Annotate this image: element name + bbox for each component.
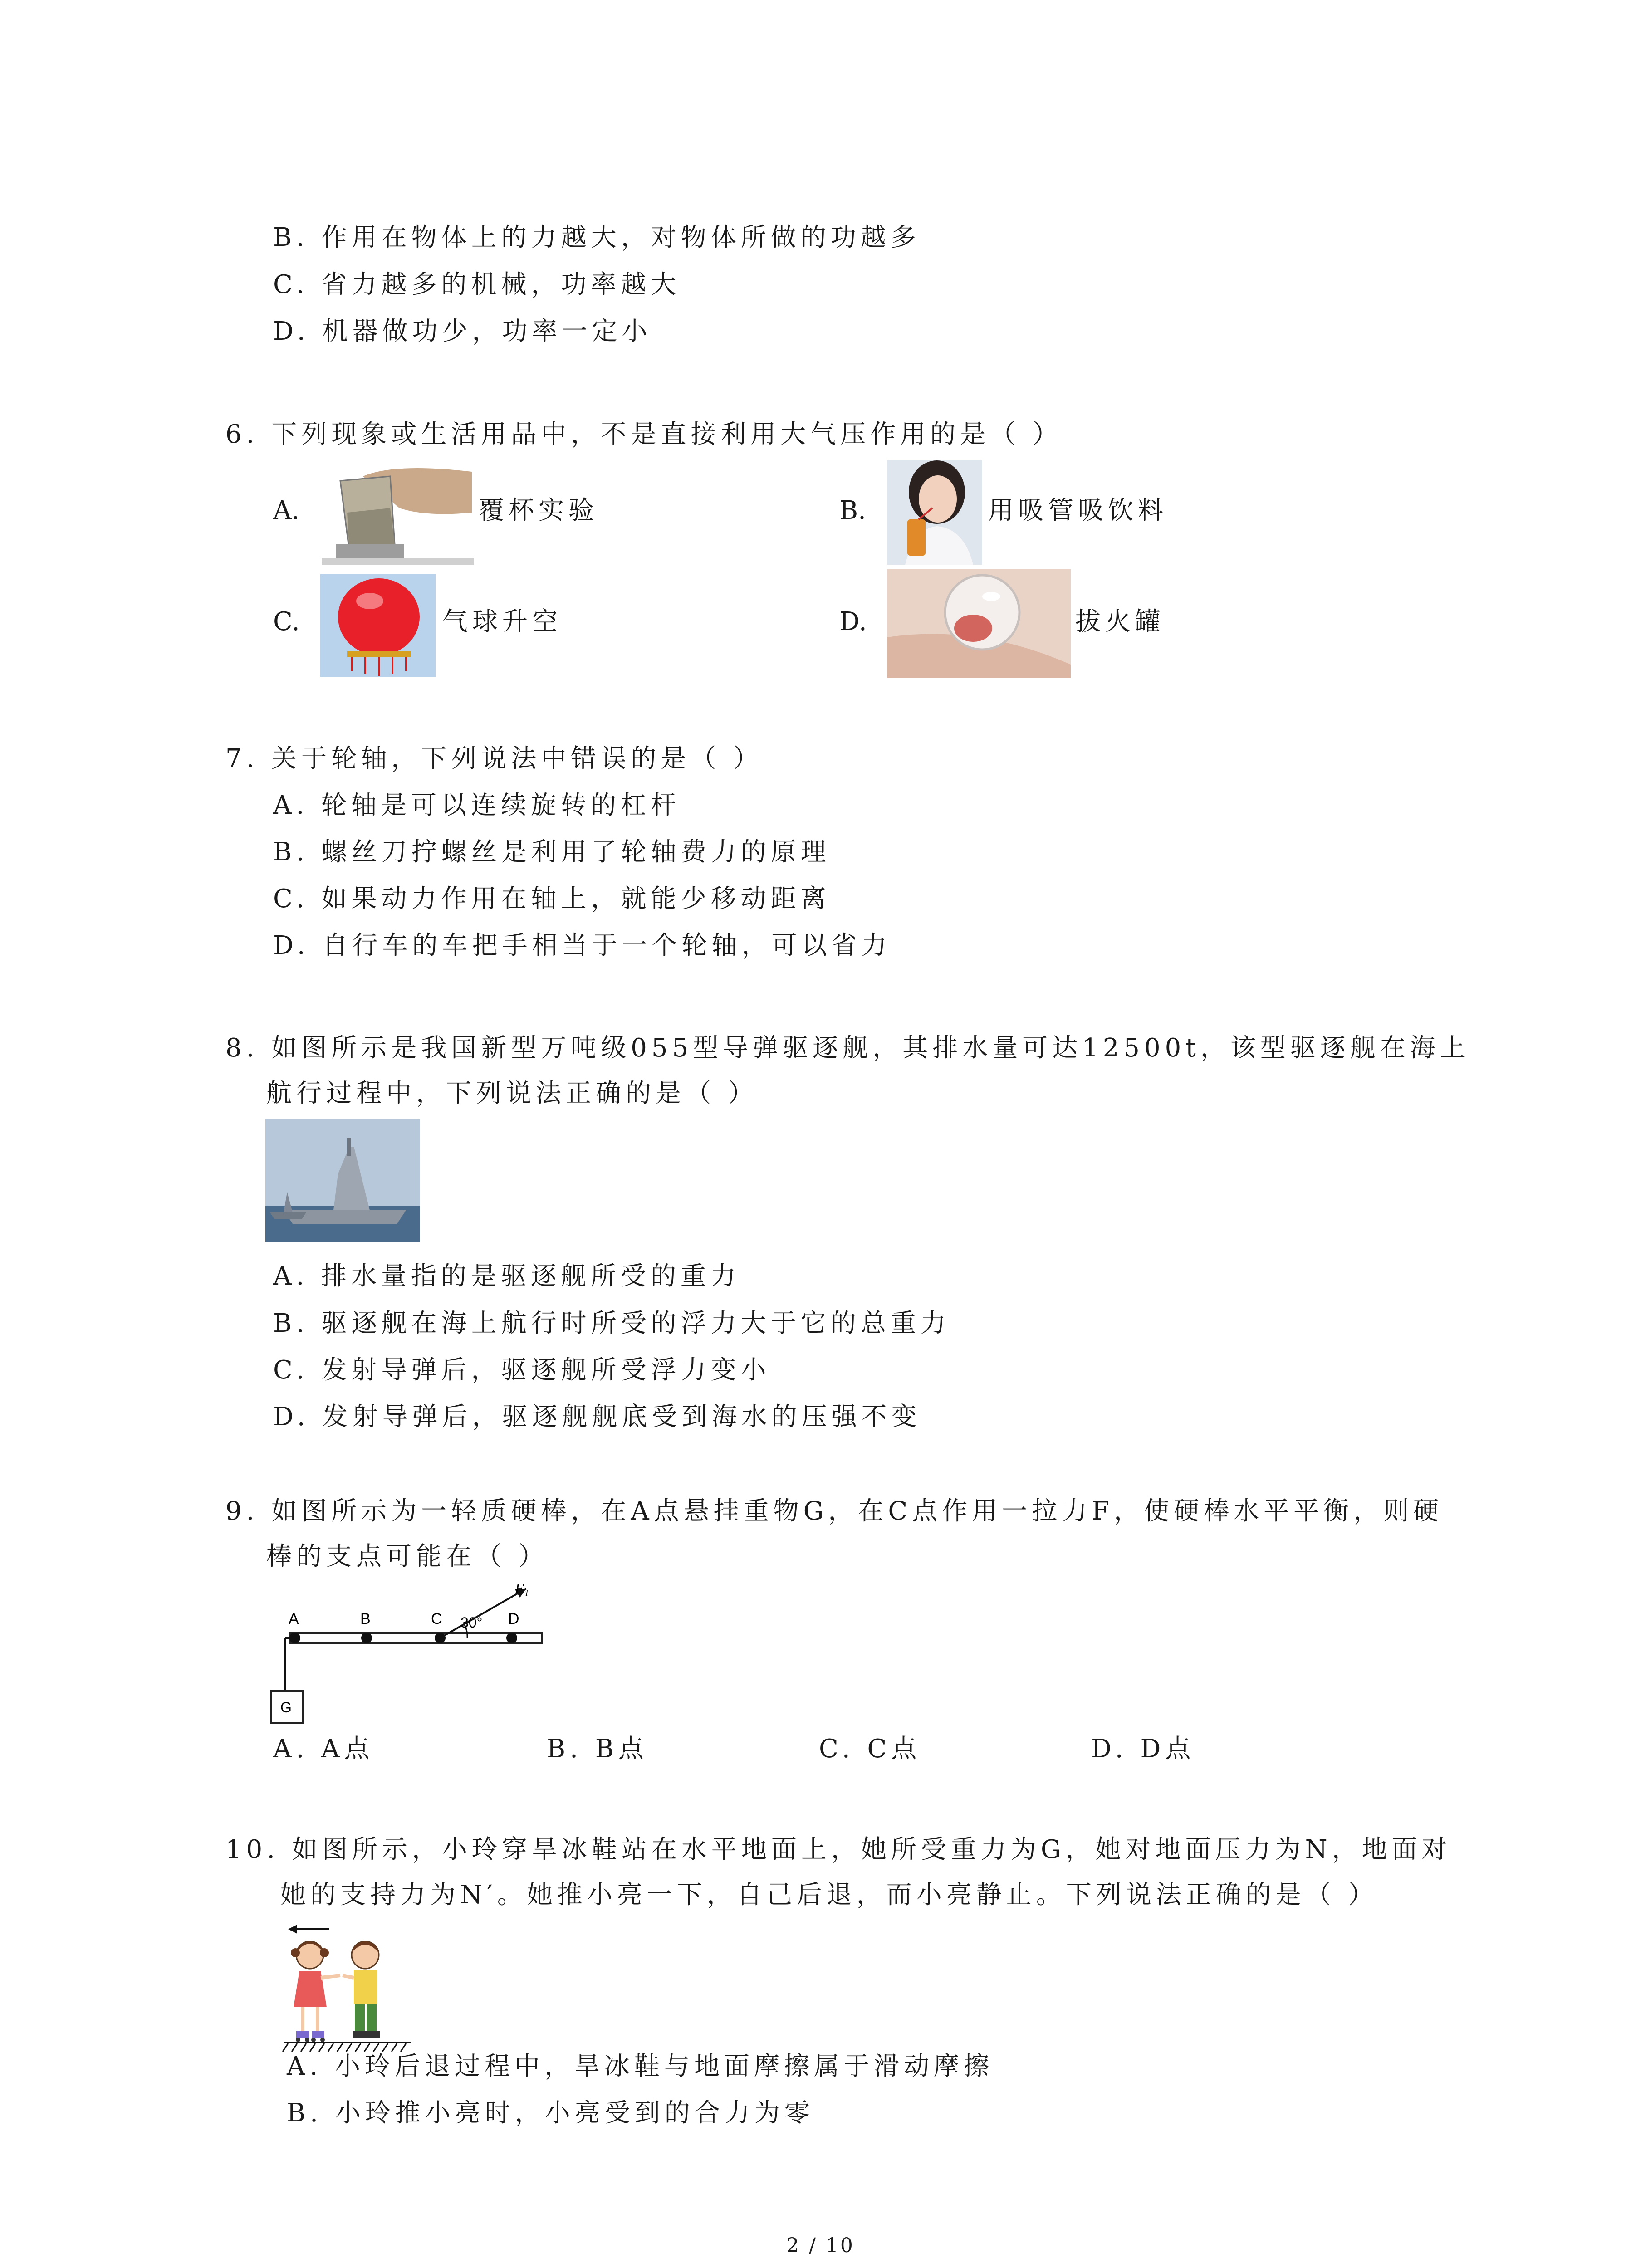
point-b-label: B (360, 1610, 371, 1628)
q8-option-d: D. 发射导弹后，驱逐舰舰底受到海水的压强不变 (273, 1402, 921, 1432)
skating-children-diagram (279, 1921, 415, 2053)
q7-option-c: C. 如果动力作用在轴上，就能少移动距离 (273, 884, 831, 914)
q9-option-d: D. D点 (1091, 1734, 1195, 1764)
q10-option-a: A. 小玲后退过程中，旱冰鞋与地面摩擦属于滑动摩擦 (287, 2052, 994, 2081)
q6-option-a-letter: A. (273, 496, 300, 525)
q7-option-b: B. 螺丝刀拧螺丝是利用了轮轴费力的原理 (273, 837, 831, 867)
q6-option-d-text: 拔火罐 (1075, 607, 1165, 636)
point-c-label: C (431, 1610, 442, 1628)
angle-label: 30° (460, 1614, 483, 1631)
q6-option-c-text: 气球升空 (442, 607, 562, 636)
q5-option-d: D. 机器做功少，功率一定小 (273, 317, 652, 346)
weight-g-label: G (280, 1699, 292, 1716)
inverted-cup-experiment-image (322, 463, 474, 565)
boy-shirt (354, 1970, 377, 2004)
q6-option-d-letter: D. (839, 607, 867, 636)
cupping-jar-image (887, 569, 1071, 678)
point-a-label: A (289, 1610, 299, 1628)
q9-option-c: C. C点 (819, 1734, 921, 1764)
q9-option-a: A. A点 (273, 1734, 374, 1764)
q10-stem-line1: 10. 如图所示，小玲穿旱冰鞋站在水平地面上，她所受重力为G，她对地面压力为N，地面对 (225, 1835, 1452, 1864)
q10-option-b: B. 小玲推小亮时，小亮受到的合力为零 (287, 2098, 814, 2128)
q5-option-b: B. 作用在物体上的力越大，对物体所做的功越多 (273, 223, 921, 252)
page-number: 2 / 10 (786, 2234, 855, 2257)
q7-stem: 7. 关于轮轴，下列说法中错误的是（ ） (225, 744, 764, 773)
q8-option-b: B. 驱逐舰在海上航行时所受的浮力大于它的总重力 (273, 1309, 950, 1338)
red-balloon-image (320, 574, 436, 677)
lever-diagram (263, 1583, 554, 1733)
point-b-dot (361, 1633, 372, 1643)
q7-option-d: D. 自行车的车把手相当于一个轮轴，可以省力 (273, 931, 892, 960)
q10-stem-line2: 她的支持力为N′。她推小亮一下，自己后退，而小亮静止。下列说法正确的是（ ） (280, 1880, 1378, 1910)
point-d-label: D (508, 1610, 519, 1628)
q6-option-b-text: 用吸管吸饮料 (988, 496, 1168, 525)
point-d-dot (506, 1633, 517, 1643)
woman-drinking-with-straw-image (887, 460, 982, 565)
q9-stem-line1: 9. 如图所示为一轻质硬棒，在A点悬挂重物G，在C点作用一拉力F，使硬棒水平平衡，则硬 (225, 1496, 1444, 1526)
q9-option-b: B. B点 (547, 1734, 648, 1764)
q9-stem-line2: 棒的支点可能在（ ） (266, 1542, 549, 1571)
force-f1-label: F₁ (515, 1583, 529, 1596)
q8-stem-line1: 8. 如图所示是我国新型万吨级055型导弹驱逐舰，其排水量可达12500t，该型驱逐舰在海上 (225, 1033, 1470, 1063)
q6-option-c-letter: C. (273, 607, 300, 636)
q8-option-a: A. 排水量指的是驱逐舰所受的重力 (273, 1261, 741, 1291)
q8-option-c: C. 发射导弹后，驱逐舰所受浮力变小 (273, 1355, 771, 1385)
lever-bar (290, 1633, 542, 1643)
q6-option-b-letter: B. (839, 496, 866, 525)
q8-stem-line2: 航行过程中，下列说法正确的是（ ） (266, 1079, 758, 1108)
destroyer-ship-image (265, 1119, 420, 1242)
q6-option-a-text: 覆杯实验 (479, 496, 598, 525)
q6-stem: 6. 下列现象或生活用品中，不是直接利用大气压作用的是（ ） (225, 420, 1063, 449)
q5-option-c: C. 省力越多的机械，功率越大 (273, 270, 681, 299)
q7-option-a: A. 轮轴是可以连续旋转的杠杆 (273, 791, 681, 820)
